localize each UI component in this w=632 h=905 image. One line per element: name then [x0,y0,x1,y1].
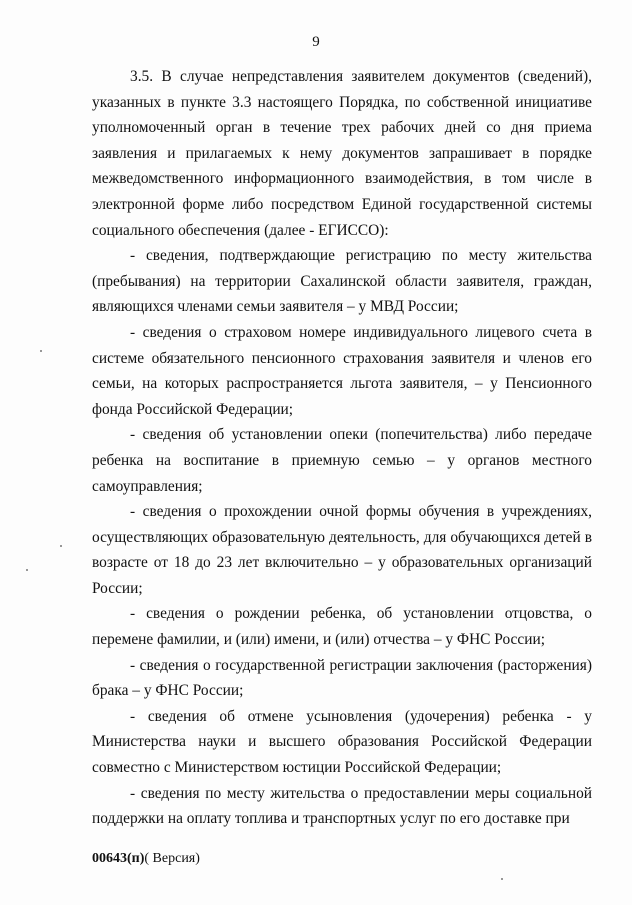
document-code: 00643(п) [92,851,145,866]
scan-speck [501,878,503,880]
list-item-birth: - сведения о рождении ребенка, об установлении отцовства, о перемене фамилии, и (или) имени, и (или) отчества – у ФНС России; [92,605,592,649]
scan-speck [60,545,62,547]
document-body [92,64,592,832]
page-number: 9 [312,34,320,50]
list-item-guardianship: - сведения об установлении опеки (попечительства) либо передаче ребенка на воспитание в приемную семью – у органов местного самоуправления; [92,426,592,495]
list-item-adoption: - сведения об отмене усыновления (удочерения) ребенка - у Министерства науки и высшего образования Российской Федерации совместно с Министерством юстиции Российской Федерации; [92,707,592,777]
document-footer [92,851,200,867]
paragraph-3-5: 3.5. В случае непредставления заявителем документов (сведений), указанных в пункте 3.3 настоящего Порядка, по собственной инициативе уполномоченный орган в течение трех рабочих дней со дня приема заявления и прилагаемых к нему документов запрашивает в порядке межведомственного информационного взаимодействия, в том числе в электронной форме либо посредством Единой государственной системы социального обеспечения (далее - ЕГИССО): [92,68,592,239]
scan-speck [26,569,28,571]
list-item-education: - сведения о прохождении очной формы обучения в учреждениях, осуществляющих образовательную деятельность, для обучающихся детей в возрасте от 18 до 23 лет включительно – у образовательных организаций России; [92,503,592,597]
list-item-fuel-support: - сведения по месту жительства о предоставлении меры социальной поддержки на оплату топлива и транспортных услуг по его доставке при [92,784,592,828]
list-item-pension-fund: - сведения о страховом номере индивидуального лицевого счета в системе обязательного пенсионного страхования заявителя и членов его семьи, на которых распространяется льгота заявителя, – у Пенсионного фонда Российской Федерации; [92,323,592,418]
document-version: ( Версия) [144,851,200,866]
list-item-mvd: - сведения, подтверждающие регистрацию по месту жительства (пребывания) на территории Сахалинской области заявителя, граждан, являющихся членами семьи заявителя – у МВД России; [92,247,592,316]
list-item-marriage: - сведения о государственной регистрации заключения (расторжения) брака – у ФНС России; [92,656,592,700]
scan-speck [40,350,42,352]
